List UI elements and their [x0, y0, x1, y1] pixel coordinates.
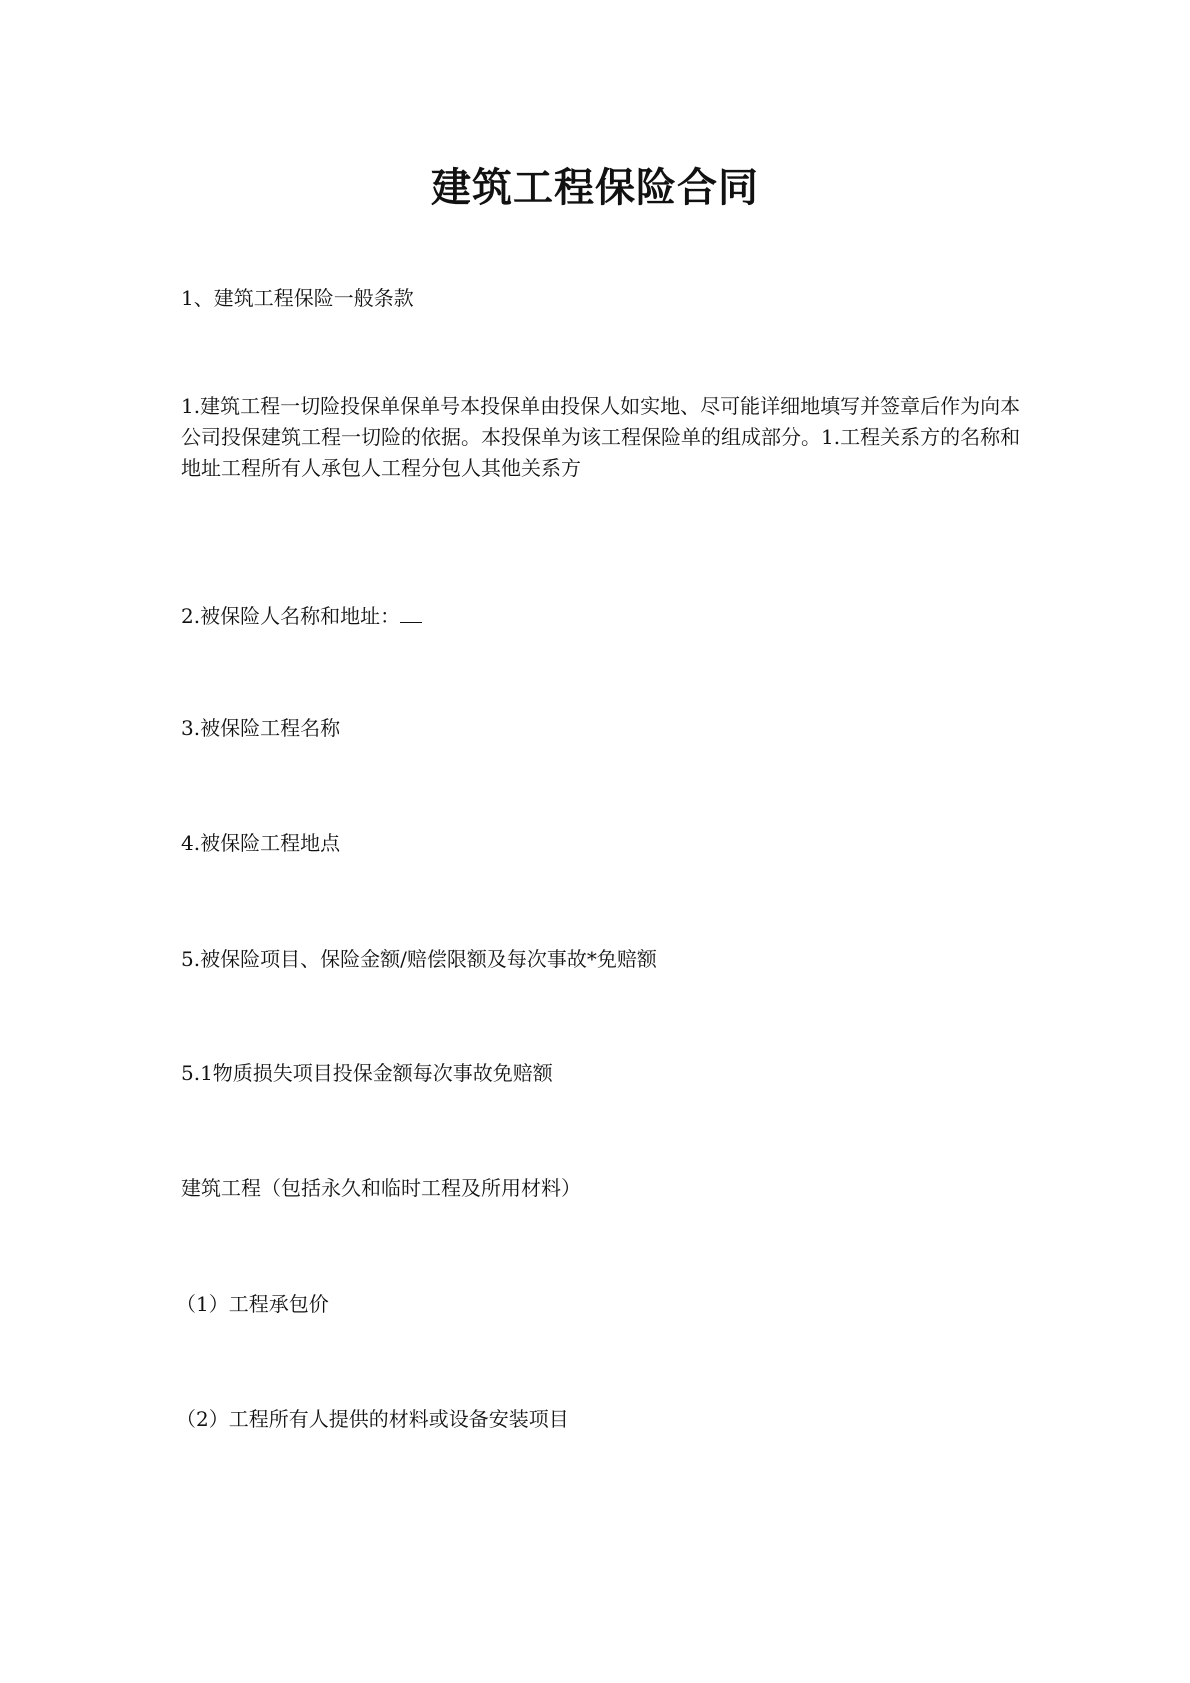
- fill-in-blank: [400, 604, 422, 623]
- paragraph-project-location: 4.被保险工程地点: [181, 831, 341, 855]
- section-heading: 1、建筑工程保险一般条款: [181, 286, 414, 310]
- page-title: 建筑工程保险合同: [431, 164, 759, 211]
- paragraph-contract-price: （1）工程承包价: [176, 1292, 329, 1316]
- paragraph-construction-works: 建筑工程（包括永久和临时工程及所用材料）: [181, 1176, 581, 1200]
- paragraph-insured-items: 5.被保险项目、保险金额/赔偿限额及每次事故*免赔额: [181, 947, 657, 971]
- paragraph-project-name: 3.被保险工程名称: [181, 716, 341, 740]
- insured-name-label: 2.被保险人名称和地址：: [181, 604, 401, 628]
- paragraph-owner-materials: （2）工程所有人提供的材料或设备安装项目: [176, 1407, 569, 1431]
- paragraph-proposal-intro: 1.建筑工程一切险投保单保单号本投保单由投保人如实地、尽可能详细地填写并签章后作为向本公司投保建筑工程一切险的依据。本投保单为该工程保险单的组成部分。1.工程关系方的名称和地址工程所有人承包人工程分包人其他关系方: [181, 394, 1021, 480]
- paragraph-material-damage: 5.1物质损失项目投保金额每次事故免赔额: [181, 1061, 553, 1085]
- paragraph-insured-name-address: [181, 601, 1021, 632]
